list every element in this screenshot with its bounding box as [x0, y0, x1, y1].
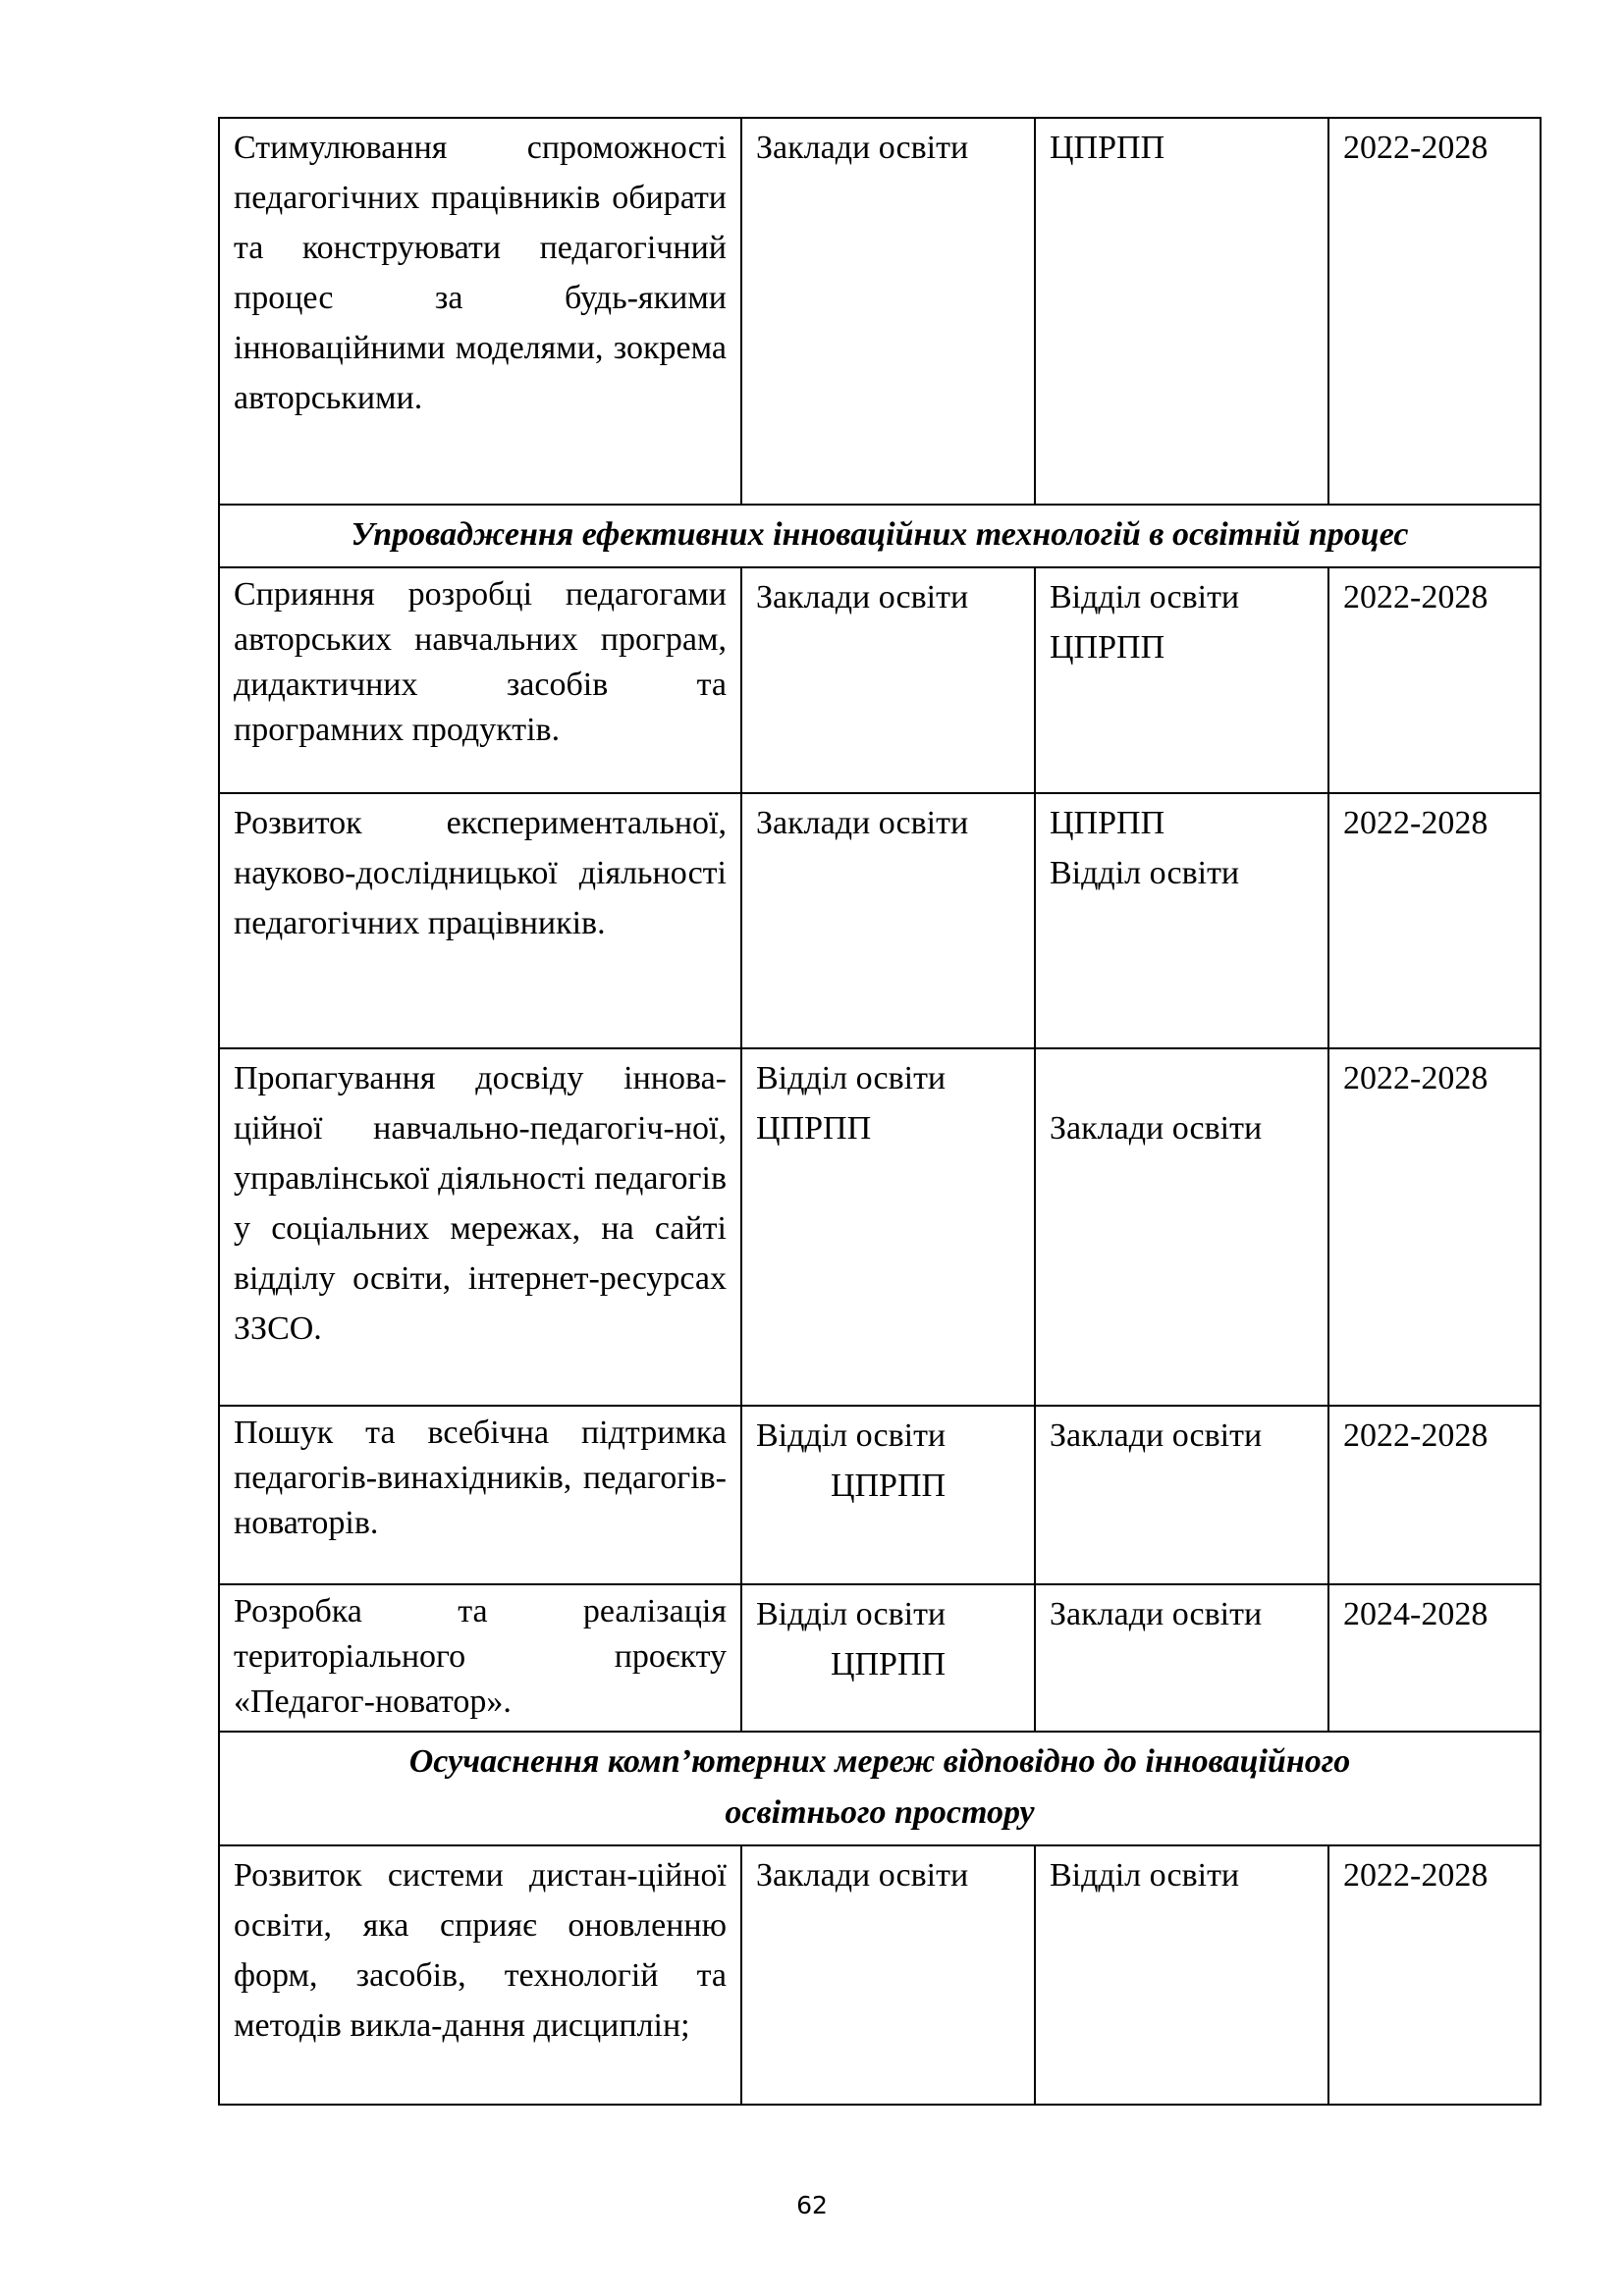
term-cell: 2022-2028	[1328, 1845, 1541, 2105]
section-row	[219, 1732, 1541, 1845]
responsible-cell	[1035, 1845, 1328, 2105]
executor-line: Відділ освіти	[756, 1417, 947, 1454]
term-cell: 2022-2028	[1328, 118, 1541, 505]
task-cell: Розробка та реалізація територіального проєкту «Педагог-новатор».	[219, 1584, 741, 1732]
responsible-cell	[1035, 1048, 1328, 1406]
table-row	[219, 118, 1541, 505]
task-cell: Пошук та всебічна підтримка педагогів-винахідників, педагогів-новаторів.	[219, 1406, 741, 1584]
executor-line: Заклади освіти	[756, 805, 969, 841]
responsible-line: Відділ освіти	[1050, 1857, 1240, 1894]
executor-cell	[741, 793, 1035, 1048]
table-row	[219, 1845, 1541, 2105]
responsible-line: Заклади освіти	[1050, 1417, 1263, 1454]
section-heading	[219, 505, 1541, 567]
table-row	[219, 1584, 1541, 1732]
responsible-cell	[1035, 567, 1328, 793]
page-number: 62	[796, 2191, 828, 2219]
responsible-line: Заклади освіти	[1050, 1110, 1263, 1147]
executor-cell	[741, 1048, 1035, 1406]
responsible-cell	[1035, 118, 1328, 505]
executor-cell	[741, 1845, 1035, 2105]
table-row	[219, 1048, 1541, 1406]
term-cell: 2022-2028	[1328, 1048, 1541, 1406]
section-heading-line: Упровадження ефективних інноваційних технологій в освітній процес	[351, 516, 1409, 553]
executor-cell	[741, 1584, 1035, 1732]
section-heading	[219, 1732, 1541, 1845]
responsible-cell	[1035, 1584, 1328, 1732]
table-row	[219, 1406, 1541, 1584]
task-cell: Пропагування досвіду іннова-ційної навчально-педагогіч-ної, управлінської діяльності педагогів у соціальних мережах, на сайті відділу освіти, інтернет-ресурсах ЗЗСО.	[219, 1048, 741, 1406]
responsible-line: Заклади освіти	[1050, 1596, 1263, 1632]
section-heading-line: Осучаснення комп’ютерних мереж відповідно до інноваційного	[408, 1743, 1351, 1780]
responsible-line: Відділ освіти	[1050, 579, 1240, 615]
task-cell: Стимулювання спроможності педагогічних працівників обирати та конструювати педагогічний процес за будь-якими інноваційними моделями, зокрема авторськими.	[219, 118, 741, 505]
executor-line: ЦПРПП	[756, 1110, 872, 1147]
action-plan-table	[218, 117, 1542, 2106]
executor-line: Відділ освіти	[756, 1596, 947, 1632]
executor-line: ЦПРПП	[830, 1646, 947, 1682]
section-heading-line: освітнього простору	[725, 1794, 1035, 1831]
table-row	[219, 567, 1541, 793]
responsible-line: ЦПРПП	[1050, 805, 1165, 841]
executor-cell	[741, 1406, 1035, 1584]
responsible-line: ЦПРПП	[1050, 629, 1165, 666]
task-cell: Розвиток системи дистан-ційної освіти, яка сприяє оновленню форм, засобів, технологій та методів викла-дання дисциплін;	[219, 1845, 741, 2105]
term-cell: 2022-2028	[1328, 567, 1541, 793]
responsible-cell	[1035, 793, 1328, 1048]
executor-cell	[741, 567, 1035, 793]
executor-cell	[741, 118, 1035, 505]
responsible-line: Відділ освіти	[1050, 855, 1240, 891]
executor-line: Заклади освіти	[756, 1857, 969, 1894]
task-cell: Розвиток експериментальної, науково-дослідницької діяльності педагогічних працівників.	[219, 793, 741, 1048]
table-row	[219, 793, 1541, 1048]
term-cell: 2022-2028	[1328, 793, 1541, 1048]
executor-line: ЦПРПП	[830, 1468, 947, 1504]
term-cell: 2022-2028	[1328, 1406, 1541, 1584]
executor-line: Заклади освіти	[756, 579, 969, 615]
responsible-line: ЦПРПП	[1050, 130, 1165, 166]
responsible-cell	[1035, 1406, 1328, 1584]
executor-line: Заклади освіти	[756, 130, 969, 166]
executor-line: Відділ освіти	[756, 1060, 947, 1096]
term-cell: 2024-2028	[1328, 1584, 1541, 1732]
task-cell: Сприяння розробці педагогами авторських навчальних програм, дидактичних засобів та програмних продуктів.	[219, 567, 741, 793]
section-row	[219, 505, 1541, 567]
